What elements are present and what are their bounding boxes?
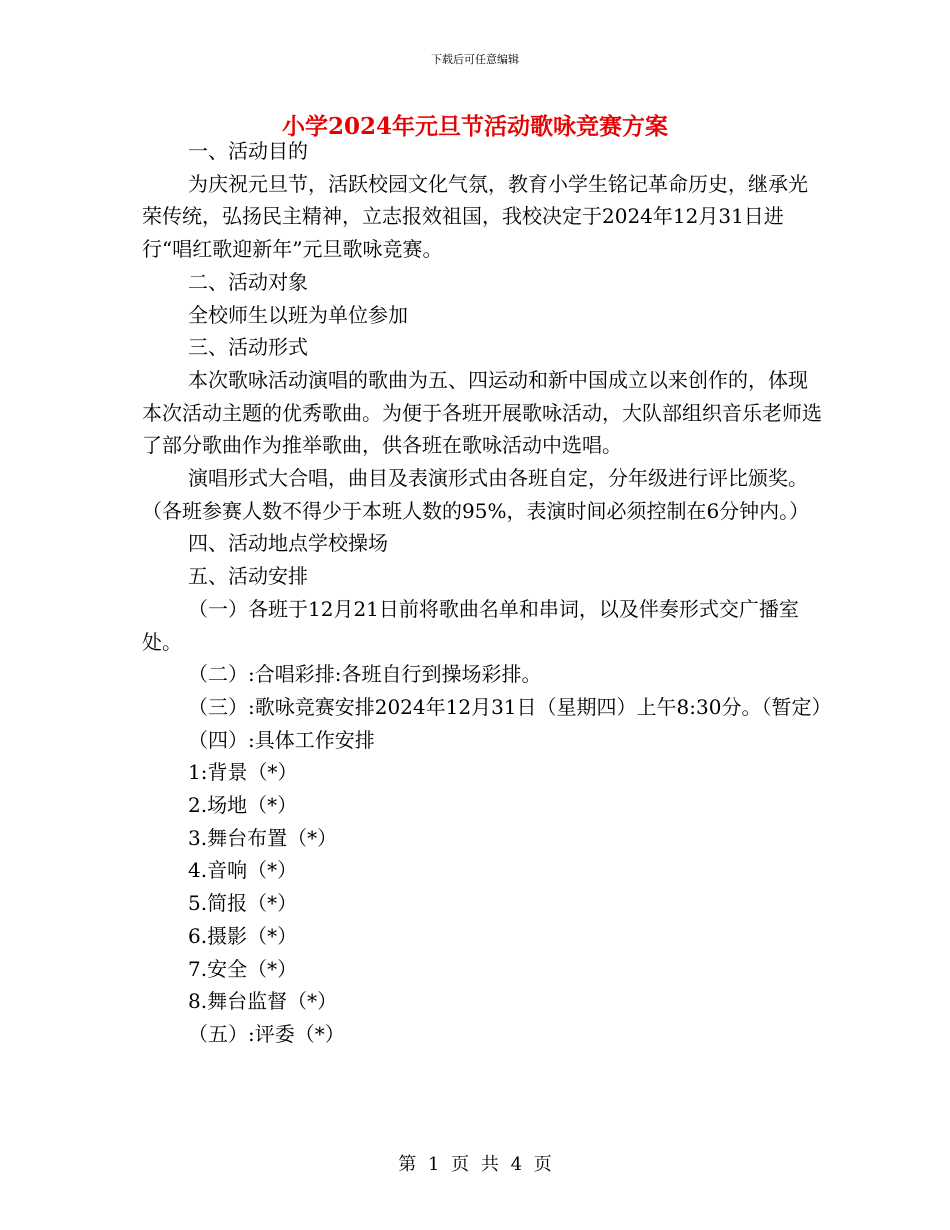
- paragraph-format-songs: 本次歌咏活动演唱的歌曲为五、四运动和新中国成立以来创作的，体现本次活动主题的优秀歌曲。为便于各班开展歌咏活动，大队部组织音乐老师选了部分歌曲作为推举歌曲，供各班在歌咏活动中选唱。: [142, 367, 822, 458]
- document-title: 小学2024年元旦节活动歌咏竞赛方案: [281, 113, 668, 140]
- section-heading-format: 三、活动形式: [188, 335, 308, 360]
- paragraph-format-performance: 演唱形式大合唱，曲目及表演形式由各班自定，分年级进行评比颁奖。（各班参赛人数不得少于本班人数的95%，表演时间必须控制在6分钟内。）: [142, 466, 810, 523]
- work-item-photography: 6.摄影（*）: [188, 923, 298, 948]
- work-item-audio: 4.音响（*）: [188, 858, 298, 883]
- paragraph-purpose: 为庆祝元旦节，活跃校园文化气氛，教育小学生铭记革命历史，继承光荣传统，弘扬民主精神，立志报效祖国，我校决定于2024年12月31日进行“唱红歌迎新年”元旦歌咏竞赛。: [142, 171, 808, 262]
- section-heading-purpose: 一、活动目的: [188, 139, 308, 163]
- header-note: 下载后可任意编辑: [431, 53, 519, 66]
- work-item-background: 1:背景（*）: [188, 760, 298, 785]
- paragraph-participants: 全校师生以班为单位参加: [188, 302, 408, 327]
- arrangement-item-1: （一）各班于12月21日前将歌曲名单和串词，以及伴奏形式交广播室处。: [142, 596, 799, 654]
- work-item-stage-supervision: 8.舞台监督（*）: [188, 989, 338, 1014]
- arrangement-item-3: （三）:歌咏竞赛安排2024年12月31日（星期四）上午8:30分。（暂定）: [188, 694, 832, 719]
- work-item-safety: 7.安全（*）: [188, 956, 298, 981]
- arrangement-item-2: （二）:合唱彩排:各班自行到操场彩排。: [188, 662, 542, 687]
- document-body: [142, 135, 832, 1051]
- work-item-briefing: 5.简报（*）: [188, 891, 298, 916]
- section-heading-participants: 二、活动对象: [188, 269, 308, 294]
- section-heading-arrangement: 五、活动安排: [188, 564, 308, 589]
- arrangement-item-4: （四）:具体工作安排: [188, 727, 375, 752]
- work-item-stage: 3.舞台布置（*）: [188, 825, 338, 850]
- arrangement-item-5: （五）:评委（*）: [188, 1021, 345, 1046]
- section-heading-location: 四、活动地点学校操场: [188, 531, 388, 556]
- page-number: 第 1 页 共 4 页: [398, 1154, 552, 1175]
- work-item-venue: 2.场地（*）: [188, 793, 298, 818]
